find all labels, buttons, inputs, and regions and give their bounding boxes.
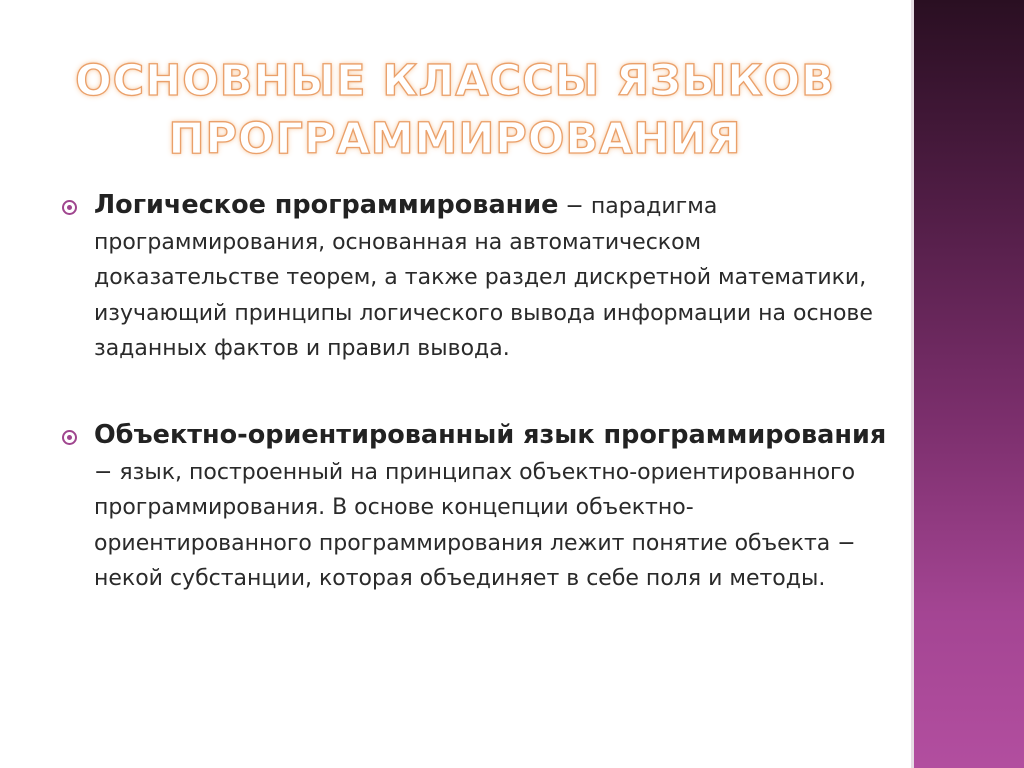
decorative-side-bar	[911, 0, 1024, 768]
bullet-item-logic-programming	[62, 188, 892, 367]
circle-bullet-icon	[62, 200, 77, 215]
bullet-item-oop-language	[62, 418, 892, 597]
bullet-text	[94, 188, 892, 367]
bullet-definition: − парадигма программирования, основанная на автоматическом доказательстве теорем, а также раздел дискретной математики, изучающий принципы логического вывода информации на основе заданных фактов и правил вывода.	[94, 194, 873, 361]
slide-title: ОСНОВНЫЕ КЛАССЫ ЯЗЫКОВ ПРОГРАММИРОВАНИЯ	[75, 56, 835, 164]
bullet-definition: − язык, построенный на принципах объектно-ориентированного программирования. В основе концепции объектно-ориентированного программирования лежит понятие объекта − некой субстанции, которая объединяет в себе поля и методы.	[94, 459, 856, 591]
bullet-term: Логическое программирование	[94, 190, 559, 220]
bullet-text	[94, 418, 892, 597]
bullet-term: Объектно-ориентированный язык программирования	[94, 420, 887, 450]
circle-bullet-icon	[62, 430, 77, 445]
